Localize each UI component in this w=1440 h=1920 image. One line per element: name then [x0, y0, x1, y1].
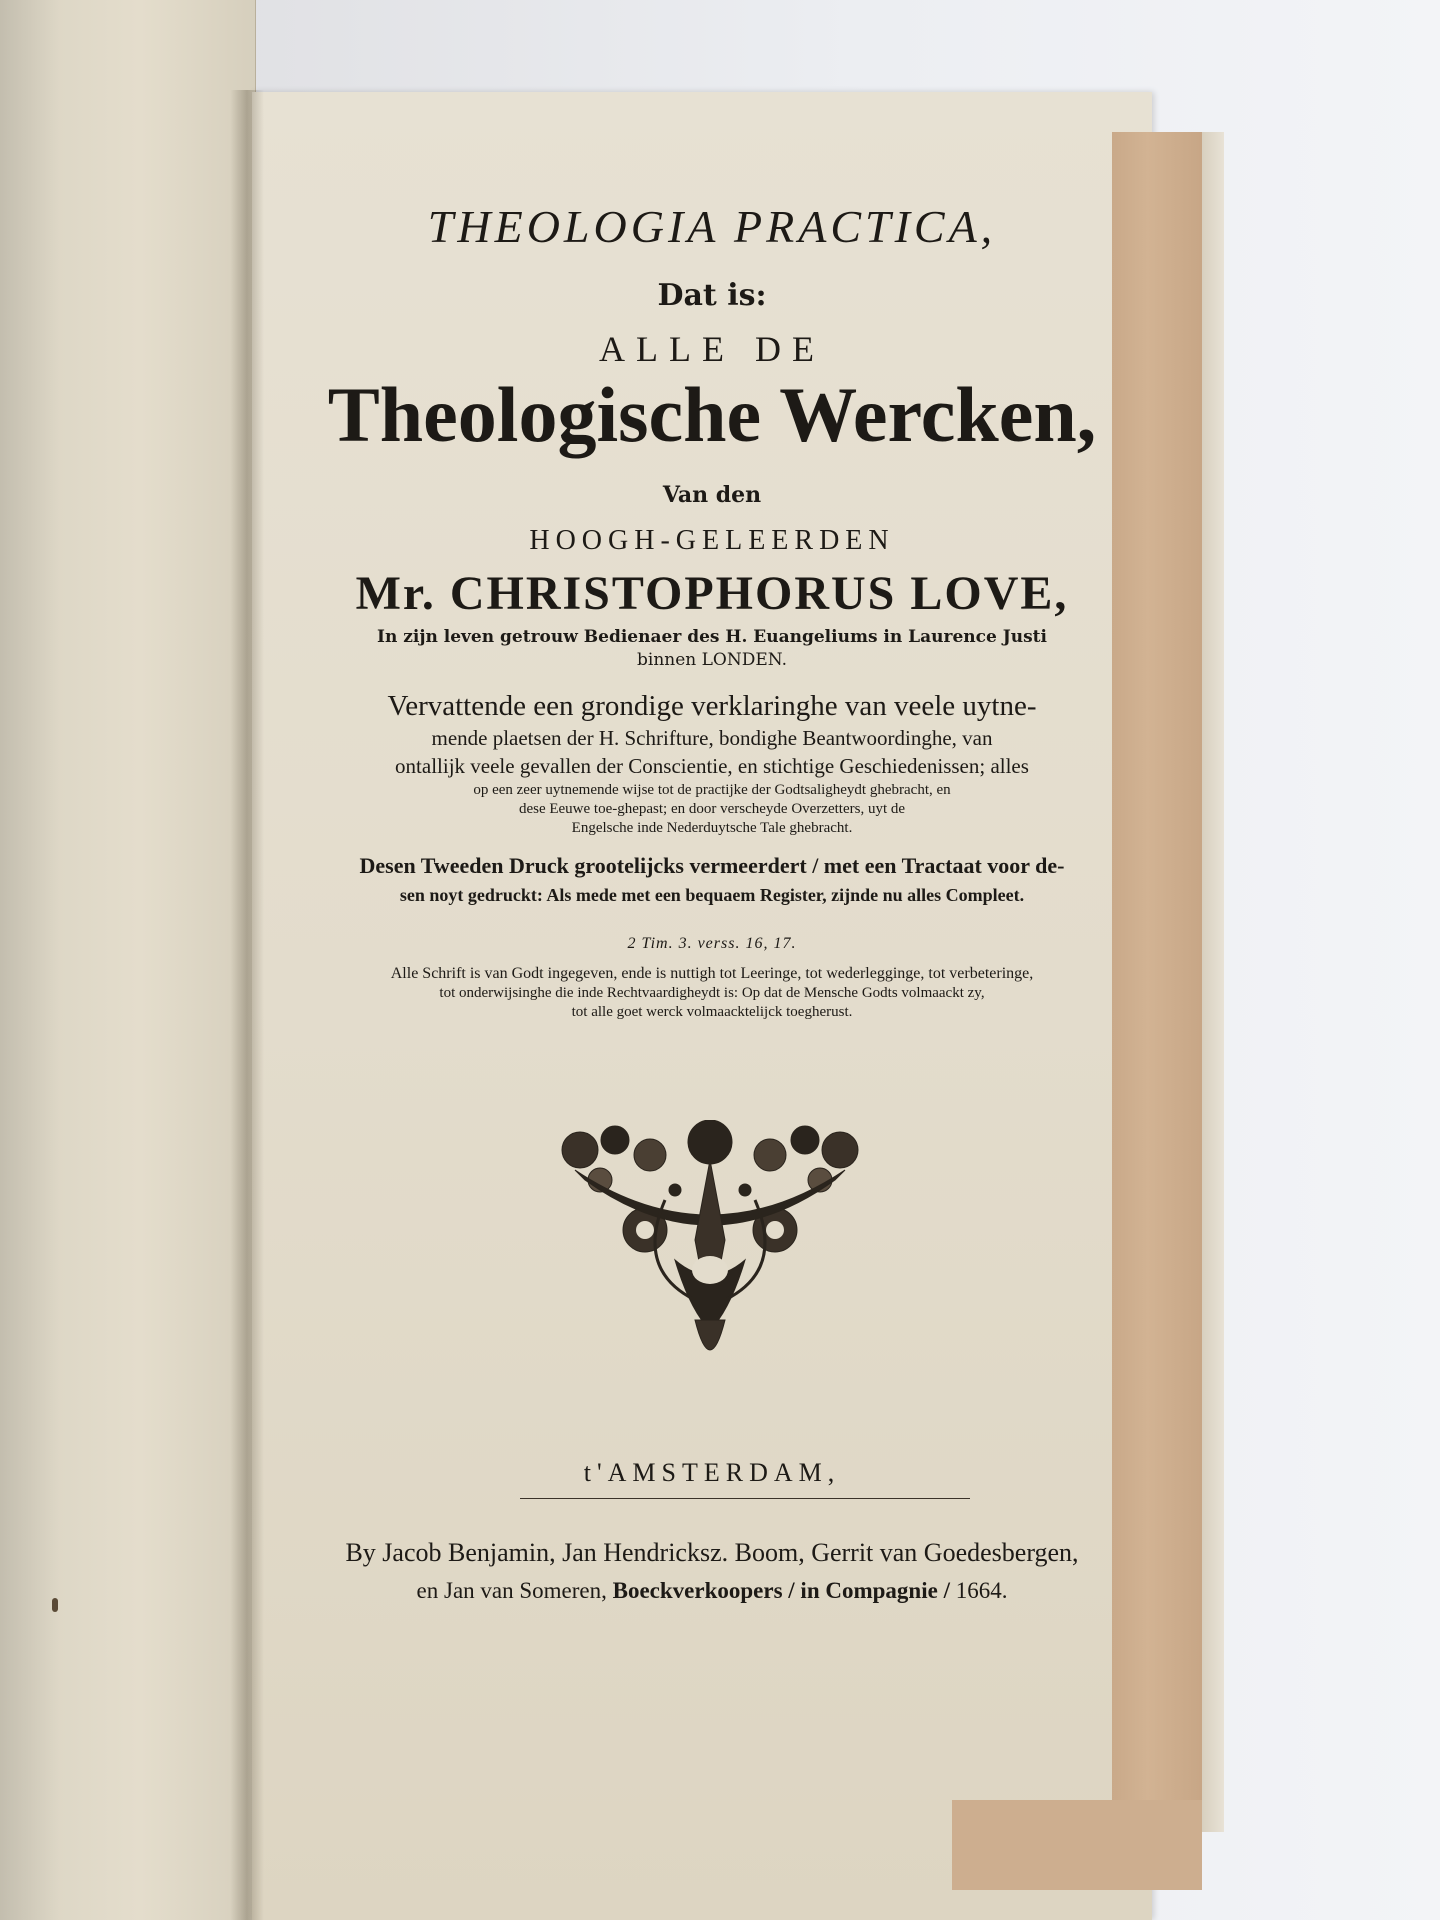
alle-de: ALLE DE [599, 329, 825, 369]
floral-vignette-icon [555, 1120, 865, 1380]
imprint-year: 1664. [955, 1578, 1008, 1603]
edition-line: sen noyt gedruckt: Als mede met een bequaem Register, zijnde nu alles Compleet. [399, 885, 1025, 905]
book-gutter [230, 90, 264, 1920]
ink-stain [52, 1598, 58, 1612]
author-name: Mr. CHRISTOPHORUS LOVE, [355, 567, 1069, 620]
imprint-place: t'AMSTERDAM, [583, 1458, 841, 1487]
description-line: dese Eeuwe toe-ghepast; en door verscheyde Overzetters, uyt de [518, 801, 906, 817]
description-line: Engelsche inde Nederduytsche Tale ghebracht. [571, 820, 853, 836]
main-title: THEOLOGIA PRACTICA, [427, 201, 997, 252]
imprint-rule [520, 1498, 970, 1499]
page-edge [1202, 132, 1224, 1832]
scripture-quote-line: tot alle goet werck volmaacktelijck toegherust. [571, 1004, 853, 1020]
imprint-publishers: By Jacob Benjamin, Jan Hendricksz. Boom, Gerrit van Goedesbergen, [345, 1538, 1079, 1567]
imprint-line-2 [262, 1578, 1162, 1604]
description-line: op een zeer uytnemende wijse tot de practijke der Godtsaligheydt ghebracht, en [473, 782, 951, 798]
works-title: Theologische Wercken, [327, 371, 1097, 458]
author-role: In zijn leven getrouw Bedienaer des H. Euangeliums in Laurence Justi [377, 627, 1047, 647]
author-city: binnen LONDEN. [637, 650, 787, 670]
van-den: Van den [662, 482, 762, 508]
edition-line: Desen Tweeden Druck grootelijcks vermeerdert / met een Tractaat voor de- [359, 853, 1065, 878]
scripture-quote-line: Alle Schrift is van Godt ingegeven, ende is nuttigh tot Leeringe, tot wederlegginge, tot verbeteringe, [390, 965, 1034, 982]
imprint-booksellers: Boeckverkoopers / in Compagnie / [612, 1578, 956, 1603]
description-line: ontallijk veele gevallen der Conscientie, en stichtige Geschiedenissen; alles [395, 754, 1029, 778]
left-page [0, 0, 256, 1920]
scripture-quote-line: tot onderwijsinghe die inde Rechtvaardigheydt is: Op dat de Mensche Godts volmaackt zy, [439, 985, 985, 1001]
description-line: Vervattende een grondige verklaringhe van veele uytne- [387, 690, 1037, 722]
repair-tape-bottom [952, 1800, 1202, 1890]
imprint-publisher-someren: en Jan van Someren, [416, 1578, 613, 1603]
description-line: mende plaetsen der H. Schrifture, bondighe Beantwoordinghe, van [431, 726, 993, 750]
scripture-reference: 2 Tim. 3. verss. 16, 17. [627, 935, 797, 952]
hoogh-geleerden: HOOGH-GELEERDEN [529, 525, 895, 556]
dat-is: Dat is: [657, 278, 767, 313]
